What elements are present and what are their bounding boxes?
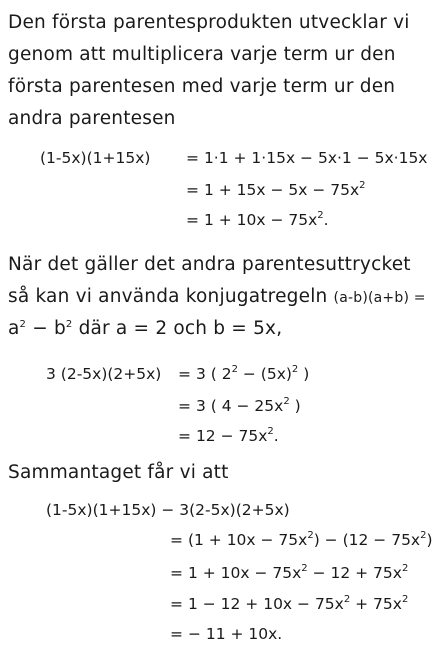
eq3-lhs: (1-5x)(1+15x) − 3(2-5x)(2+5x) [46,501,290,519]
exponent: 2 [267,426,274,437]
var-a: a [8,318,20,339]
exponent: 2 [359,180,366,191]
eq1-row-2 [186,180,366,200]
equals-sign: = [170,595,183,613]
intro-line-3: första parentesen med varje term ur den [8,76,396,97]
eq2-row-1-part: ) [298,365,310,383]
exponent: 2 [231,364,238,375]
equals-sign: = [178,397,191,415]
eq3-row-3-part: + 75x [350,595,402,613]
exponent: 2 [401,563,409,574]
eq3-row-4 [170,624,282,644]
intro-line-4: andra parentesen [8,108,176,129]
exponent: 2 [19,319,27,330]
eq2-row-1 [178,364,309,384]
eq1-row-2-expr: 1 + 15x − 5x − 75x [203,181,360,199]
exponent: 2 [65,319,73,330]
eq3-final-result: − 11 + 10x. [187,625,283,643]
eq3-row-2-part: 1 + 10x − 75x [187,564,302,582]
exponent: 2 [317,210,324,221]
conjugate-line-2-text: så kan vi använda konjugatregeln [8,286,334,307]
eq2-row-1-part: − (5x) [237,365,292,383]
eq2-row-1-part: 3 ( 2 [195,365,232,383]
eq3-row-1 [170,530,433,550]
eq3-row-1-part: ) − (12 − 75x [313,531,421,549]
equals-sign: = [178,427,191,445]
eq2-lhs: 3 (2-5x)(2+5x) [46,365,162,383]
eq1-lhs: (1-5x)(1+15x) [40,149,151,167]
exponent: 2 [301,563,308,574]
exponent: 2 [420,530,427,541]
conjugate-line-2 [8,286,426,309]
conjugate-line-3 [8,318,282,340]
eq3-row-3 [170,594,408,614]
eq2-row-2-part: 3 ( 4 − 25x [195,397,284,415]
where-clause: där a = 2 och b = 5x, [72,318,283,339]
summary-line: Sammantaget får vi att [8,462,229,483]
eq2-row-3-part: 12 − 75x [195,427,268,445]
eq3-row-1-part: (1 + 10x − 75x [187,531,308,549]
intro-line-1: Den första parentesprodukten utvecklar vi [8,12,410,33]
period: . [273,427,279,445]
intro-line-2: genom att multiplicera varje term ur den [8,44,396,65]
conjugate-rule: (a-b)(a+b) = [333,290,426,306]
eq3-row-3-part: 1 − 12 + 10x − 75x [187,595,344,613]
eq2-row-2 [178,396,301,416]
eq3-row-2-part: − 12 + 75x [307,564,402,582]
eq1-row-3 [186,210,329,230]
conjugate-line-1: När det gäller det andra parentesuttrycket [8,254,411,275]
eq1-row-3-expr: 1 + 10x − 75x [203,211,318,229]
exponent: 2 [283,396,290,407]
period: . [323,211,329,229]
equals-sign: = [170,625,183,643]
eq2-row-2-part: ) [289,397,301,415]
eq1-row-1-expr: 1·1 + 1·15x − 5x·1 − 5x·15x [203,149,428,167]
exponent: 2 [307,530,314,541]
equals-sign: = [186,181,199,199]
equals-sign: = [186,211,199,229]
exponent: 2 [291,364,299,375]
eq1-row-1 [186,148,427,168]
eq3-row-1-part: ) [426,531,433,549]
minus-b: − b [26,318,66,339]
eq3-row-2 [170,563,408,583]
eq2-row-3 [178,426,279,446]
exponent: 2 [401,594,409,605]
equals-sign: = [170,564,183,582]
equals-sign: = [178,365,191,383]
equals-sign: = [186,149,199,167]
exponent: 2 [343,594,351,605]
equals-sign: = [170,531,183,549]
